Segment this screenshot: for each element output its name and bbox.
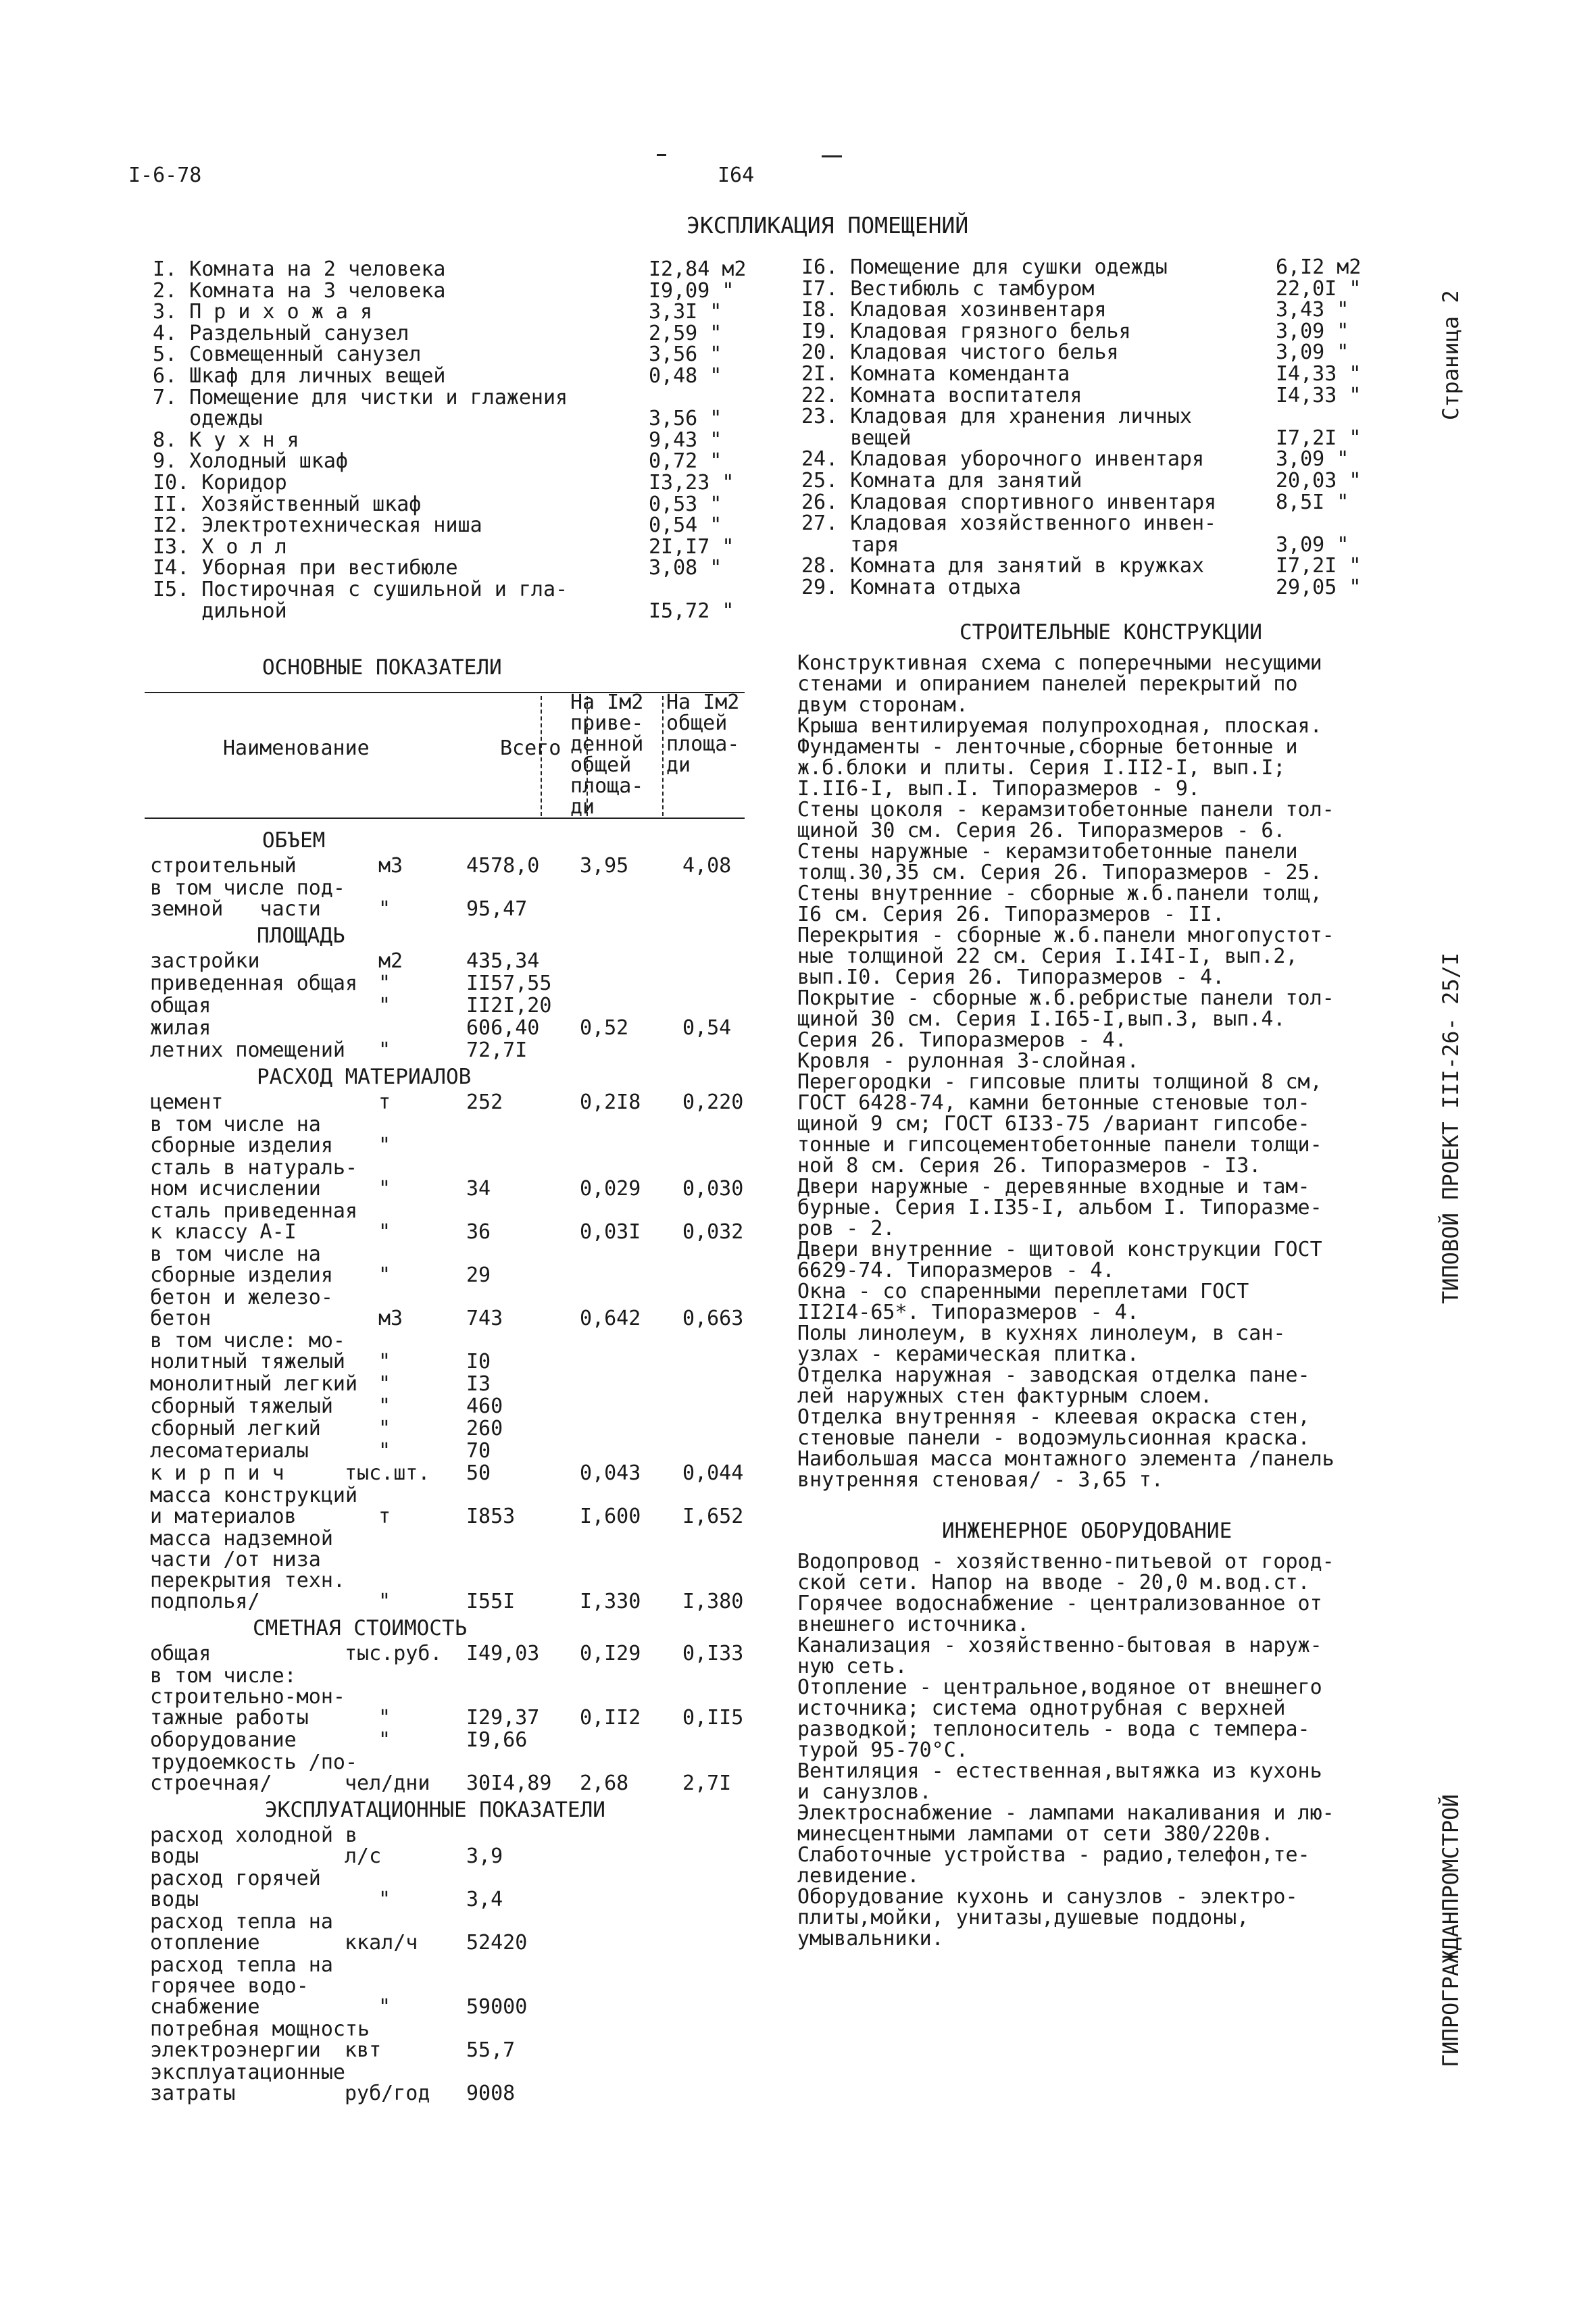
indicator-total: 606,40 xyxy=(466,1016,540,1040)
room-area: 2I,I7 " xyxy=(649,534,734,559)
indicator-total: II2I,20 xyxy=(466,994,552,1017)
room-area: 3,3I " xyxy=(649,300,722,324)
indicator-unit: " xyxy=(378,1728,391,1752)
room-name: 9. Холодный шкаф xyxy=(153,449,348,474)
room-area: 0,54 " xyxy=(649,513,722,538)
room-name: 26. Кладовая спортивного инвентаря xyxy=(801,490,1217,514)
indicator-total: 743 xyxy=(466,1307,503,1330)
indicator-total: 435,34 xyxy=(466,949,540,973)
indicator-name: общая xyxy=(150,994,211,1017)
indicator-total: 3,9 xyxy=(466,1844,503,1868)
indicator-name: потребная мощность электроэнергии xyxy=(150,2017,370,2062)
indicator-total: I49,03 xyxy=(466,1642,540,1665)
room-row xyxy=(801,257,1168,278)
indicator-unit: м2 xyxy=(378,949,403,973)
indicator-name: приведенная общая xyxy=(150,972,358,995)
room-area: 3,09 " xyxy=(1276,532,1349,557)
room-name: 4. Раздельный санузел xyxy=(153,321,409,345)
section-title: ПЛОЩАДЬ xyxy=(257,924,345,948)
section-title: ЭКСПЛУАТАЦИОННЫЕ ПОКАЗАТЕЛИ xyxy=(265,1798,605,1822)
room-row xyxy=(153,579,568,600)
room-name: II. Хозяйственный шкаф xyxy=(153,492,422,516)
room-row xyxy=(801,363,1070,384)
room-row xyxy=(801,513,1216,534)
room-name: I6. Помещение для сушки одежды xyxy=(801,255,1168,279)
room-name: 27. Кладовая хозяйственного инвен- xyxy=(801,511,1217,536)
room-name: одежды xyxy=(153,407,263,431)
indicator-per-given: 3,95 xyxy=(580,854,629,878)
room-name: 25. Комната для занятий xyxy=(801,469,1082,493)
indicator-name: летних помещений xyxy=(150,1038,345,1062)
indicator-name: трудоемкость /по- строечная/ xyxy=(150,1751,358,1795)
indicator-unit: " xyxy=(378,1706,391,1730)
indicator-name: масса надземной части /от низа перекрытия техн. подполья/ xyxy=(150,1527,345,1613)
indicator-total: II57,55 xyxy=(466,972,552,995)
indicator-total: 29 xyxy=(466,1263,491,1287)
room-area: 3,43 " xyxy=(1276,298,1349,322)
room-area: I3,23 " xyxy=(649,471,734,495)
indicator-name: общая xyxy=(150,1642,211,1665)
room-area: I9,09 " xyxy=(649,278,734,303)
indicators-title: ОСНОВНЫЕ ПОКАЗАТЕЛИ xyxy=(262,655,502,680)
dash-mark-right xyxy=(822,155,842,157)
indicator-unit: " xyxy=(378,1177,391,1201)
side-project-label: ТИПОВОЙ ПРОЕКТ III-26- 25/I xyxy=(1438,952,1464,1304)
room-row xyxy=(153,451,348,472)
room-name: I0. Коридор xyxy=(153,471,287,495)
room-row xyxy=(801,385,1082,406)
room-row xyxy=(153,344,421,365)
indicator-per-given: I,600 xyxy=(580,1505,641,1528)
side-org-label: ГИПРОГРАЖДАНПРОМСТРОЙ xyxy=(1438,1794,1464,2067)
constructions-title: СТРОИТЕЛЬНЫЕ КОНСТРУКЦИИ xyxy=(959,620,1262,645)
room-area: 29,05 " xyxy=(1276,576,1362,599)
indicator-total: 30I4,89 xyxy=(466,1771,552,1795)
section-title: ОБЪЕМ xyxy=(262,828,326,853)
room-row xyxy=(153,515,482,536)
room-area: 3,09 " xyxy=(1276,319,1349,343)
room-area: 3,56 " xyxy=(649,407,722,431)
indicator-unit: " xyxy=(378,1220,391,1244)
room-row xyxy=(801,299,1107,320)
indicator-unit: тыс.шт. xyxy=(345,1461,430,1485)
room-area: 2,59 " xyxy=(649,321,722,345)
room-area: 6,I2 м2 xyxy=(1276,255,1362,279)
indicator-name: жилая xyxy=(150,1016,211,1040)
indicator-name: в том числе на сборные изделия xyxy=(150,1113,333,1157)
indicator-per-given: 2,68 xyxy=(580,1771,629,1795)
indicator-total: 95,47 xyxy=(466,897,528,921)
indicator-per-total: 0,044 xyxy=(682,1461,744,1485)
room-row xyxy=(153,408,263,429)
indicator-total: 252 xyxy=(466,1090,503,1114)
indicator-unit: т xyxy=(378,1505,391,1528)
room-row xyxy=(801,406,1192,427)
indicator-unit: руб/год xyxy=(345,2082,430,2105)
room-row xyxy=(153,259,445,280)
room-area: 9,43 " xyxy=(649,428,722,452)
table-header-border xyxy=(145,818,745,819)
indicator-name: к и р п и ч xyxy=(150,1461,284,1485)
room-row xyxy=(153,387,568,408)
room-name: I4. Уборная при вестибюле xyxy=(153,556,458,580)
indicator-name: лесоматериалы xyxy=(150,1439,309,1463)
indicator-name: масса конструкций и материалов xyxy=(150,1484,358,1528)
indicator-per-given: 0,II2 xyxy=(580,1706,641,1730)
indicator-unit: тыс.руб. xyxy=(345,1642,443,1665)
room-row xyxy=(801,342,1119,363)
table-column-divider xyxy=(662,696,664,816)
indicator-name: сталь приведенная к классу А-I xyxy=(150,1199,358,1244)
indicator-total: I3 xyxy=(466,1372,491,1396)
dash-mark-left xyxy=(657,154,666,156)
indicator-unit: м3 xyxy=(378,854,403,878)
room-row xyxy=(801,470,1082,491)
indicator-per-total: 0,030 xyxy=(682,1177,744,1201)
indicator-total: I55I xyxy=(466,1590,516,1613)
room-area: 0,72 " xyxy=(649,449,722,474)
room-name: 23. Кладовая для хранения личных xyxy=(801,405,1192,429)
indicator-total: I29,37 xyxy=(466,1706,540,1730)
indicator-per-given: 0,52 xyxy=(580,1016,629,1040)
indicator-unit: " xyxy=(378,1394,391,1418)
indicator-unit: м3 xyxy=(378,1307,403,1330)
indicator-name: сталь в натураль- ном исчислении xyxy=(150,1156,358,1201)
indicator-name: в том числе под- земной части xyxy=(150,876,345,921)
room-name: I5. Постирочная с сушильной и гла- xyxy=(153,578,568,601)
room-name: 3. П р и х о ж а я xyxy=(153,300,373,324)
indicator-unit: " xyxy=(378,1439,391,1463)
room-name: 6. Шкаф для личных вещей xyxy=(153,364,446,388)
room-area: 22,0I " xyxy=(1276,276,1362,301)
room-name: I9. Кладовая грязного белья xyxy=(801,319,1131,343)
room-area: I2,84 м2 xyxy=(649,257,747,281)
column-header-per-m2-given: На Iм2 приве- денной общей площа- ди xyxy=(570,690,644,819)
room-row xyxy=(801,278,1094,299)
indicator-name: расход холодной в воды xyxy=(150,1823,358,1868)
room-area: 3,56 " xyxy=(649,343,722,367)
room-area: 3,08 " xyxy=(649,556,722,580)
indicator-total: I9,66 xyxy=(466,1728,528,1752)
indicator-per-given: 0,043 xyxy=(580,1461,641,1485)
room-row xyxy=(153,472,287,493)
indicator-unit: " xyxy=(378,1350,391,1374)
room-area: 20,03 " xyxy=(1276,469,1362,493)
room-row xyxy=(801,321,1131,342)
room-name: 7. Помещение для чистки и глажения xyxy=(153,385,568,409)
room-area: I4,33 " xyxy=(1276,362,1362,386)
indicator-total: 70 xyxy=(466,1439,491,1463)
room-area: I7,2I " xyxy=(1276,554,1362,578)
room-name: 29. Комната отдыха xyxy=(801,576,1022,599)
indicator-unit: " xyxy=(378,1134,391,1157)
indicator-total: 59000 xyxy=(466,1995,528,2019)
section-title: СМЕТНАЯ СТОИМОСТЬ xyxy=(253,1616,468,1640)
indicator-unit: " xyxy=(378,1417,391,1440)
indicator-name: бетон и железо- бетон xyxy=(150,1286,333,1330)
room-name: 22. Комната воспитателя xyxy=(801,383,1082,407)
room-row xyxy=(153,536,287,557)
indicator-total: 460 xyxy=(466,1394,503,1418)
page-number: I64 xyxy=(718,164,755,187)
indicator-name: оборудование xyxy=(150,1728,297,1752)
indicator-unit: " xyxy=(378,1995,391,2019)
indicator-total: 34 xyxy=(466,1177,491,1201)
indicator-name: расход горячей воды xyxy=(150,1867,321,1911)
indicator-per-total: 0,I33 xyxy=(682,1642,744,1665)
indicator-per-given: I,330 xyxy=(580,1590,641,1613)
room-name: I. Комната на 2 человека xyxy=(153,257,446,281)
room-name: I2. Электротехническая ниша xyxy=(153,513,482,538)
indicator-per-total: I,652 xyxy=(682,1505,744,1528)
indicator-name: сборный тяжелый xyxy=(150,1394,333,1418)
indicator-unit: " xyxy=(378,897,391,921)
room-row xyxy=(153,430,299,451)
room-area: I4,33 " xyxy=(1276,383,1362,407)
indicator-unit: чел/дни xyxy=(345,1771,430,1795)
engineering-text: Водопровод - хозяйственно-питьевой от город- ской сети. Напор на вводе - 20,0 м.вод.ст. Горячее водоснабжение - централизованное от внешнего источника. Канализация - хозяйственно-бытовая в наруж- ную сеть. Отопление - центральное,водяное от внешнего источника; система однотрубная с верхней разводкой; теплоноситель - вода с темпера- турой 95-70°С. Вентиляция - естественная,вытяжка из кухонь и санузлов. Электроснабжение - лампами накаливания и лю- минесцентными лампами от сети 380/220в. Слаботочные устройства - радио,телефон,те- левидение. Оборудование кухонь и санузлов - электро- плиты,мойки, унитазы,душевые поддоны, умывальники. xyxy=(797,1550,1335,1951)
room-area: 3,09 " xyxy=(1276,341,1349,365)
indicator-total: 55,7 xyxy=(466,2038,516,2062)
indicator-unit: л/с xyxy=(345,1844,382,1868)
indicator-name: эксплуатационные затраты xyxy=(150,2061,345,2105)
indicator-per-total: 0,032 xyxy=(682,1220,744,1244)
indicator-total: 72,7I xyxy=(466,1038,528,1062)
indicator-total: 36 xyxy=(466,1220,491,1244)
indicator-per-given: 0,03I xyxy=(580,1220,641,1244)
indicator-name: в том числе: мо- нолитный тяжелый xyxy=(150,1329,345,1374)
room-row xyxy=(153,601,287,622)
indicator-name: монолитный легкий xyxy=(150,1372,358,1396)
indicator-per-given: 0,642 xyxy=(580,1307,641,1330)
indicator-total: 50 xyxy=(466,1461,491,1485)
table-top-border xyxy=(145,692,745,693)
indicator-per-total: 0,663 xyxy=(682,1307,744,1330)
indicator-per-total: 0,54 xyxy=(682,1016,732,1040)
indicator-total: 9008 xyxy=(466,2082,516,2105)
indicator-unit: " xyxy=(378,1590,391,1613)
indicator-per-total: 0,II5 xyxy=(682,1706,744,1730)
indicator-unit: " xyxy=(378,1038,391,1062)
indicator-unit: т xyxy=(378,1090,391,1114)
side-page-label: Страница 2 xyxy=(1438,290,1464,420)
room-name: дильной xyxy=(153,599,287,623)
room-row xyxy=(801,428,912,449)
indicator-per-given: 0,I29 xyxy=(580,1642,641,1665)
indicator-name: в том числе: строительно-мон- тажные работы xyxy=(150,1664,345,1730)
room-name: I3. Х о л л xyxy=(153,534,287,559)
indicator-name: в том числе на сборные изделия xyxy=(150,1242,333,1287)
constructions-text: Конструктивная схема с поперечными несущими стенами и опиранием панелей перекрытий по двум сторонам. Крыша вентилируемая полупроходная, плоская. Фундаменты - ленточные,сборные бетонные и ж.б.блоки и плиты. Серия I.II2-I, вып.I; I.II6-I, вып.I. Типоразмеров - 9. Стены цоколя - керамзитобетонные панели тол- щиной 30 см. Серия 26. Типоразмеров - 6. Стены наружные - керамзитобетонные панели толщ.30,35 см. Серия 26. Типоразмеров - 25. Стены внутренние - сборные ж.б.панели толщ, I6 см. Серия 26. Типоразмеров - II. Перекрытия - сборные ж.б.панели многопустот- ные толщиной 22 см. Серия I.I4I-I, вып.2, вып.I0. Серия 26. Типоразмеров - 4. Покрытие - сборные ж.б.ребристые панели тол- щиной 30 см. Серия I.I65-I,вып.3, вып.4. Серия 26. Типоразмеров - 4. Кровля - рулонная 3-слойная. Перегородки - гипсовые плиты толщиной 8 см, ГОСТ 6428-74, камни бетонные стеновые тол- щиной 9 см; ГОСТ 6I33-75 /вариант гипсобе- тонные и гипсоцементобетонные панели толщи- ной 8 см. Серия 26. Типоразмеров - I3. Двери наружные - деревянные входные и там- бурные. Серия I.I35-I, альбом I. Типоразме- ров - 2. Двери внутренние - щитовой конструкции ГОСТ 6629-74. Типоразмеров - 4. Окна - со спаренными переплетами ГОСТ II2I4-65*. Типоразмеров - 4. Полы линолеум, в кухнях линолеум, в сан- узлах - керамическая плитка. Отделка наружная - заводская отделка пане- лей наружных стен фактурным слоем. Отделка внутренняя - клеевая окраска стен, стеновые панели - водоэмульсионная краска. Наибольшая масса монтажного элемента /панель внутренняя стеновая/ - 3,65 т. xyxy=(797,651,1335,1492)
engineering-title: ИНЖЕНЕРНОЕ ОБОРУДОВАНИЕ xyxy=(942,1519,1232,1543)
room-area: 0,48 " xyxy=(649,364,722,388)
room-row xyxy=(801,555,1204,576)
room-name: 20. Кладовая чистого белья xyxy=(801,341,1119,365)
room-row xyxy=(153,366,445,386)
room-name: 5. Совмещенный санузел xyxy=(153,343,422,367)
explication-title: ЭКСПЛИКАЦИЯ ПОМЕЩЕНИЙ xyxy=(687,212,969,238)
indicator-unit: " xyxy=(378,994,391,1017)
indicator-per-total: 2,7I xyxy=(682,1771,732,1795)
room-name: I8. Кладовая хозинвентаря xyxy=(801,298,1107,322)
room-row xyxy=(801,449,1204,470)
indicator-total: 52420 xyxy=(466,1931,528,1955)
column-header-name: Наименование xyxy=(223,736,370,760)
indicator-unit: " xyxy=(378,1888,391,1911)
indicator-name: застройки xyxy=(150,949,260,973)
room-name: 28. Комната для занятий в кружках xyxy=(801,554,1205,578)
indicator-total: I0 xyxy=(466,1350,491,1374)
indicator-unit: " xyxy=(378,1263,391,1287)
indicator-per-total: 0,220 xyxy=(682,1090,744,1114)
indicator-unit: ккал/ч xyxy=(345,1931,418,1955)
indicator-total: 260 xyxy=(466,1417,503,1440)
room-row xyxy=(801,534,899,555)
room-area: 8,5I " xyxy=(1276,490,1349,514)
room-area: I5,72 " xyxy=(649,599,734,623)
room-area: I7,2I " xyxy=(1276,426,1362,450)
room-name: вещей xyxy=(801,426,912,450)
room-name: таря xyxy=(801,532,899,557)
indicator-unit: " xyxy=(378,1372,391,1396)
indicator-name: сборный легкий xyxy=(150,1417,321,1440)
indicator-name: строительный xyxy=(150,854,297,878)
indicator-unit: " xyxy=(378,972,391,995)
indicator-per-given: 0,029 xyxy=(580,1177,641,1201)
room-row xyxy=(153,280,445,301)
room-row xyxy=(153,301,372,322)
column-header-per-m2-total: На Iм2 общей площа- ди xyxy=(666,690,740,777)
room-row xyxy=(801,492,1216,513)
room-row xyxy=(153,557,458,578)
doc-code: I-6-78 xyxy=(128,164,202,187)
indicator-unit: квт xyxy=(345,2038,382,2062)
indicator-name: расход тепла на горячее водо- снабжение xyxy=(150,1953,333,2019)
section-title: РАСХОД МАТЕРИАЛОВ xyxy=(257,1065,472,1089)
column-header-total: Всего xyxy=(500,736,562,760)
room-row xyxy=(801,577,1021,598)
indicator-total: I853 xyxy=(466,1505,516,1528)
room-row xyxy=(153,323,409,344)
indicator-per-total: 4,08 xyxy=(682,854,732,878)
room-area: 3,09 " xyxy=(1276,447,1349,472)
indicator-per-given: 0,2I8 xyxy=(580,1090,641,1114)
indicator-total: 4578,0 xyxy=(466,854,540,878)
room-name: I7. Вестибюль с тамбуром xyxy=(801,276,1095,301)
room-name: 2I. Комната коменданта xyxy=(801,362,1070,386)
indicator-total: 3,4 xyxy=(466,1888,503,1911)
room-area: 0,53 " xyxy=(649,492,722,516)
indicator-per-total: I,380 xyxy=(682,1590,744,1613)
room-name: 24. Кладовая уборочного инвентаря xyxy=(801,447,1205,472)
room-row xyxy=(153,494,421,515)
indicator-name: цемент xyxy=(150,1090,224,1114)
indicator-name: расход тепла на отопление xyxy=(150,1910,333,1955)
room-name: 2. Комната на 3 человека xyxy=(153,278,446,303)
room-name: 8. К у х н я xyxy=(153,428,299,452)
